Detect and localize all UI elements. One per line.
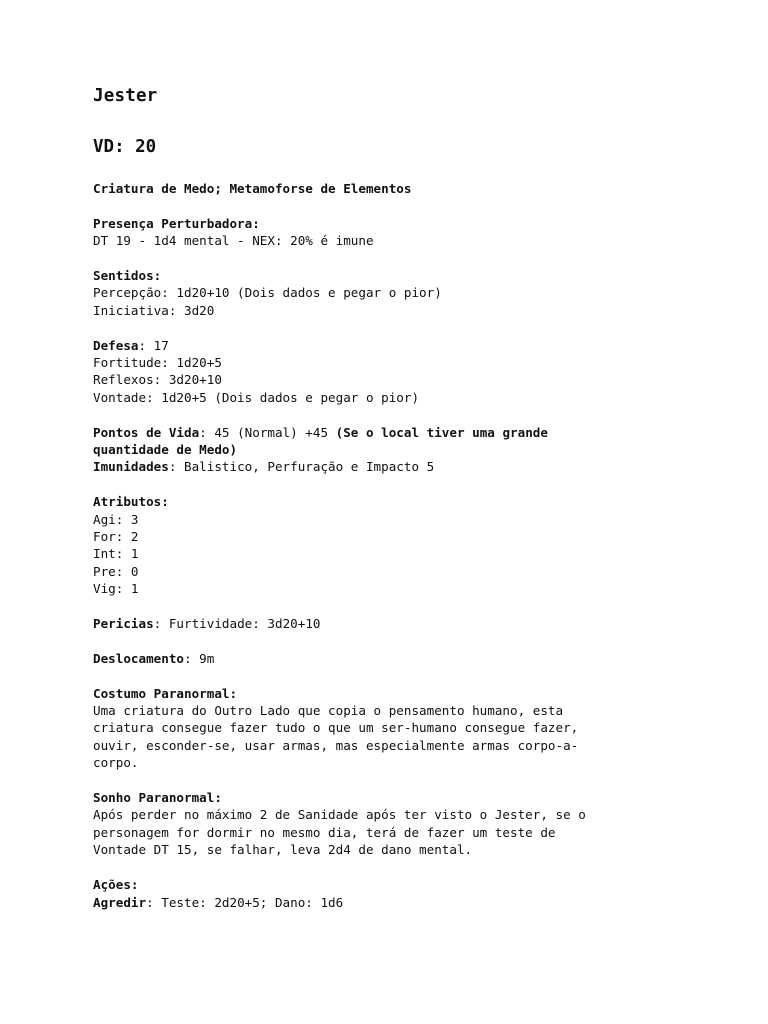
sonho-heading: Sonho Paranormal: xyxy=(93,790,222,806)
pv-value: : 45 (Normal) +45 xyxy=(199,424,336,440)
percepcao-line: Percepção: 1d20+10 (Dois dados e pegar o pior) xyxy=(93,285,442,301)
defesa-line xyxy=(93,337,693,354)
attr-for: For: 2 xyxy=(93,529,139,545)
agredir-value: : Teste: 2d20+5; Dano: 1d6 xyxy=(146,894,344,910)
sentidos-heading: Sentidos: xyxy=(93,268,162,283)
agredir-line xyxy=(93,894,693,911)
defesa-label: Defesa xyxy=(93,337,139,353)
acoes-heading: Ações: xyxy=(93,877,139,893)
spacer xyxy=(93,250,693,267)
imunidades-line xyxy=(93,458,693,475)
deslocamento-line xyxy=(93,650,693,667)
pv-label: Pontos de Vida xyxy=(93,424,200,440)
spacer xyxy=(93,859,693,876)
attr-pre: Pre: 0 xyxy=(93,563,139,579)
sonho-line: personagem for dormir no mesmo dia, terá de fazer um teste de xyxy=(93,824,556,840)
presenca-heading: Presença Perturbadora: xyxy=(93,215,260,231)
spacer xyxy=(93,197,693,214)
pericias-value: : Furtividade: 3d20+10 xyxy=(153,616,321,632)
attr-int: Int: 1 xyxy=(93,546,139,562)
creature-vd: VD: 20 xyxy=(93,137,157,157)
fortitude-line: Fortitude: 1d20+5 xyxy=(93,355,222,371)
vontade-line: Vontade: 1d20+5 (Dois dados e pegar o pior) xyxy=(93,389,420,405)
pv-note-1: (Se o local tiver uma grande xyxy=(335,424,548,440)
sonho-line: Após perder no máximo 2 de Sanidade após ter visto o Jester, se o xyxy=(93,807,586,823)
deslocamento-label: Deslocamento xyxy=(93,650,184,666)
type-line: Criatura de Medo; Metamoforse de Elementos xyxy=(93,181,412,196)
iniciativa-line: Iniciativa: 3d20 xyxy=(93,302,215,318)
pericias-label: Pericias xyxy=(93,616,154,632)
costumo-line: Uma criatura do Outro Lado que copia o pensamento humano, esta xyxy=(93,703,564,719)
deslocamento-value: : 9m xyxy=(184,650,215,666)
attr-vig: Vig: 1 xyxy=(93,581,139,597)
spacer xyxy=(93,632,693,649)
presenca-line: DT 19 - 1d4 mental - NEX: 20% é imune xyxy=(93,233,374,249)
costumo-line: corpo. xyxy=(93,755,139,771)
imunidades-value: : Balistico, Perfuração e Impacto 5 xyxy=(168,459,435,475)
atributos-heading: Atributos: xyxy=(93,494,169,510)
spacer xyxy=(93,598,693,615)
costumo-line: criatura consegue fazer tudo o que um ser-humano consegue fazer, xyxy=(93,720,579,736)
sonho-line: Vontade DT 15, se falhar, leva 2d4 de dano mental. xyxy=(93,842,473,858)
agredir-label: Agredir xyxy=(93,894,147,910)
spacer xyxy=(93,772,693,789)
spacer xyxy=(93,319,693,336)
spacer xyxy=(93,476,693,493)
spacer xyxy=(93,406,693,423)
costumo-heading: Costumo Paranormal: xyxy=(93,685,238,701)
creature-title: Jester xyxy=(93,86,158,106)
reflexos-line: Reflexos: 3d20+10 xyxy=(93,372,222,388)
pv-line xyxy=(93,424,693,441)
pericias-line xyxy=(93,615,693,632)
costumo-line: ouvir, esconder-se, usar armas, mas especialmente armas corpo-a- xyxy=(93,737,579,753)
stat-block xyxy=(93,180,693,911)
pv-note-2: quantidade de Medo) xyxy=(93,442,238,458)
imunidades-label: Imunidades xyxy=(93,459,169,475)
spacer xyxy=(93,667,693,684)
attr-agi: Agi: 3 xyxy=(93,511,139,527)
defesa-value: : 17 xyxy=(138,337,169,353)
